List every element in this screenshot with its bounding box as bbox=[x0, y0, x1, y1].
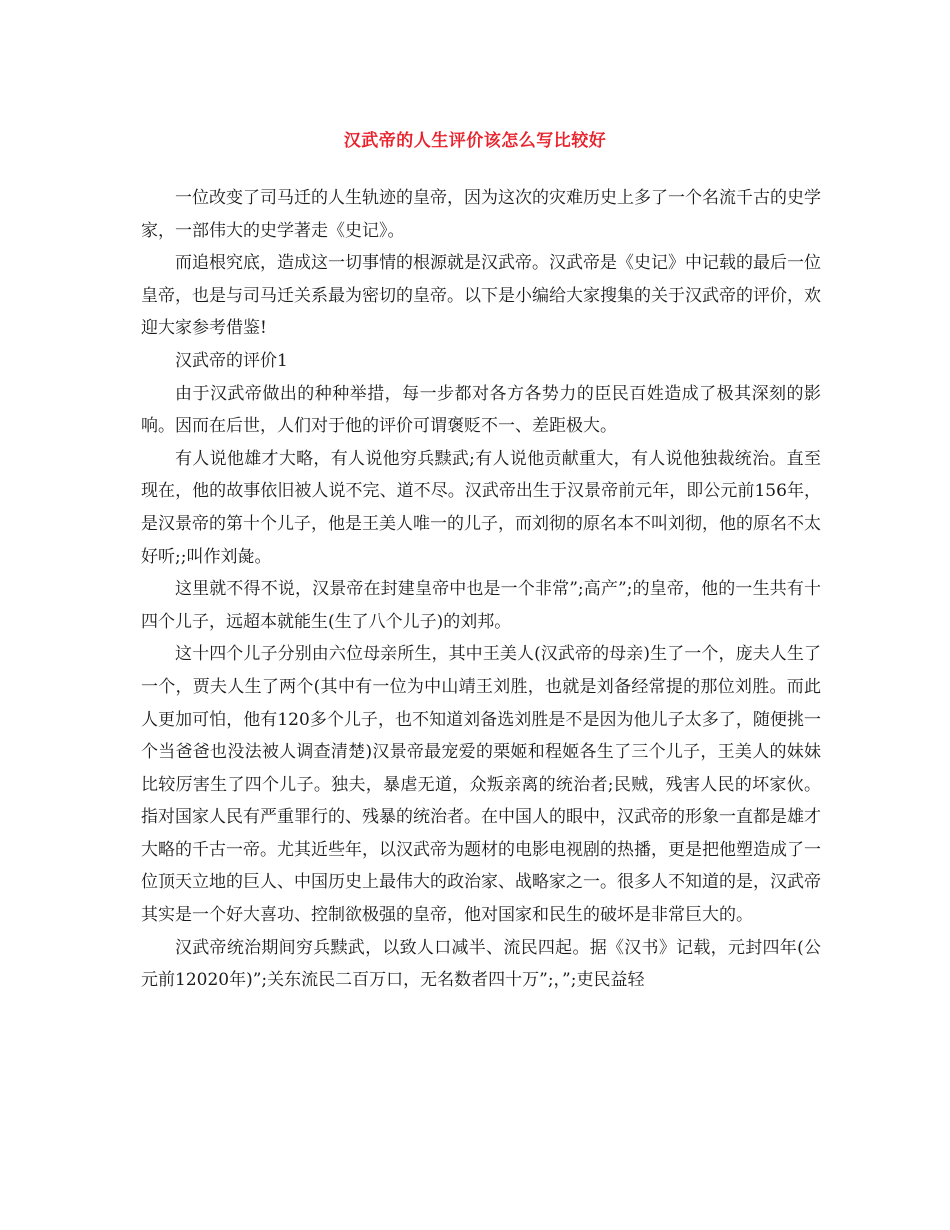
paragraph: 而追根究底，造成这一切事情的根源就是汉武帝。汉武帝是《史记》中记载的最后一位皇帝，也是与司马迁关系最为密切的皇帝。以下是小编给大家搜集的关于汉武帝的评价，欢迎大家参考借鉴! bbox=[141, 253, 821, 339]
section-heading: 汉武帝的评价1 bbox=[175, 350, 288, 371]
document-title: 汉武帝的人生评价该怎么写比较好 bbox=[343, 131, 607, 151]
paragraph: 这里就不得不说，汉景帝在封建皇帝中也是一个非常”;高产”;的皇帝，他的一生共有十四个儿子，远超本就能生(生了八个儿子)的刘邦。 bbox=[141, 579, 821, 632]
paragraph: 有人说他雄才大略，有人说他穷兵黩武;有人说他贡献重大，有人说他独裁统治。直至现在，他的故事依旧被人说不完、道不尽。汉武帝出生于汉景帝前元年，即公元前156年，是汉景帝的第十个儿子，他是王美人唯一的儿子，而刘彻的原名本不叫刘彻，他的原名不太好听;;叫作刘彘。 bbox=[141, 448, 821, 567]
paragraph: 这十四个儿子分别由六位母亲所生，其中王美人(汉武帝的母亲)生了一个，庞夫人生了一个，贾夫人生了两个(其中有一位为中山靖王刘胜，也就是刘备经常提的那位刘胜。而此人更加可怕，他有120多个儿子，也不知道刘备选刘胜是不是因为他儿子太多了，随便挑一个当爸爸也没法被人调查清楚)汉景帝最宠爱的栗姬和程姬各生了三个儿子，王美人的妹妹比较厉害生了四个儿子。独夫，暴虐无道，众叛亲离的统治者;民贼，残害人民的坏家伙。指对国家人民有严重罪行的、残暴的统治者。在中国人的眼中，汉武帝的形象一直都是雄才大略的千古一帝。尤其近些年，以汉武帝为题材的电影电视剧的热播，更是把他塑造成了一位顶天立地的巨人、中国历史上最伟大的政治家、战略家之一。很多人不知道的是，汉武帝其实是一个好大喜功、控制欲极强的皇帝，他对国家和民生的破坏是非常巨大的。 bbox=[141, 644, 821, 926]
document-body bbox=[141, 182, 821, 997]
paragraph: 由于汉武帝做出的种种举措，每一步都对各方各势力的臣民百姓造成了极其深刻的影响。因而在后世，人们对于他的评价可谓褒贬不一、差距极大。 bbox=[141, 383, 821, 437]
paragraph: 汉武帝统治期间穷兵黩武，以致人口减半、流民四起。据《汉书》记载，元封四年(公元前12020年)”;关东流民二百万口，无名数者四十万”;，”;吏民益轻 bbox=[141, 937, 821, 991]
paragraph: 一位改变了司马迁的人生轨迹的皇帝，因为这次的灾难历史上多了一个名流千古的史学家，一部伟大的史学著走《史记》。 bbox=[141, 188, 821, 241]
